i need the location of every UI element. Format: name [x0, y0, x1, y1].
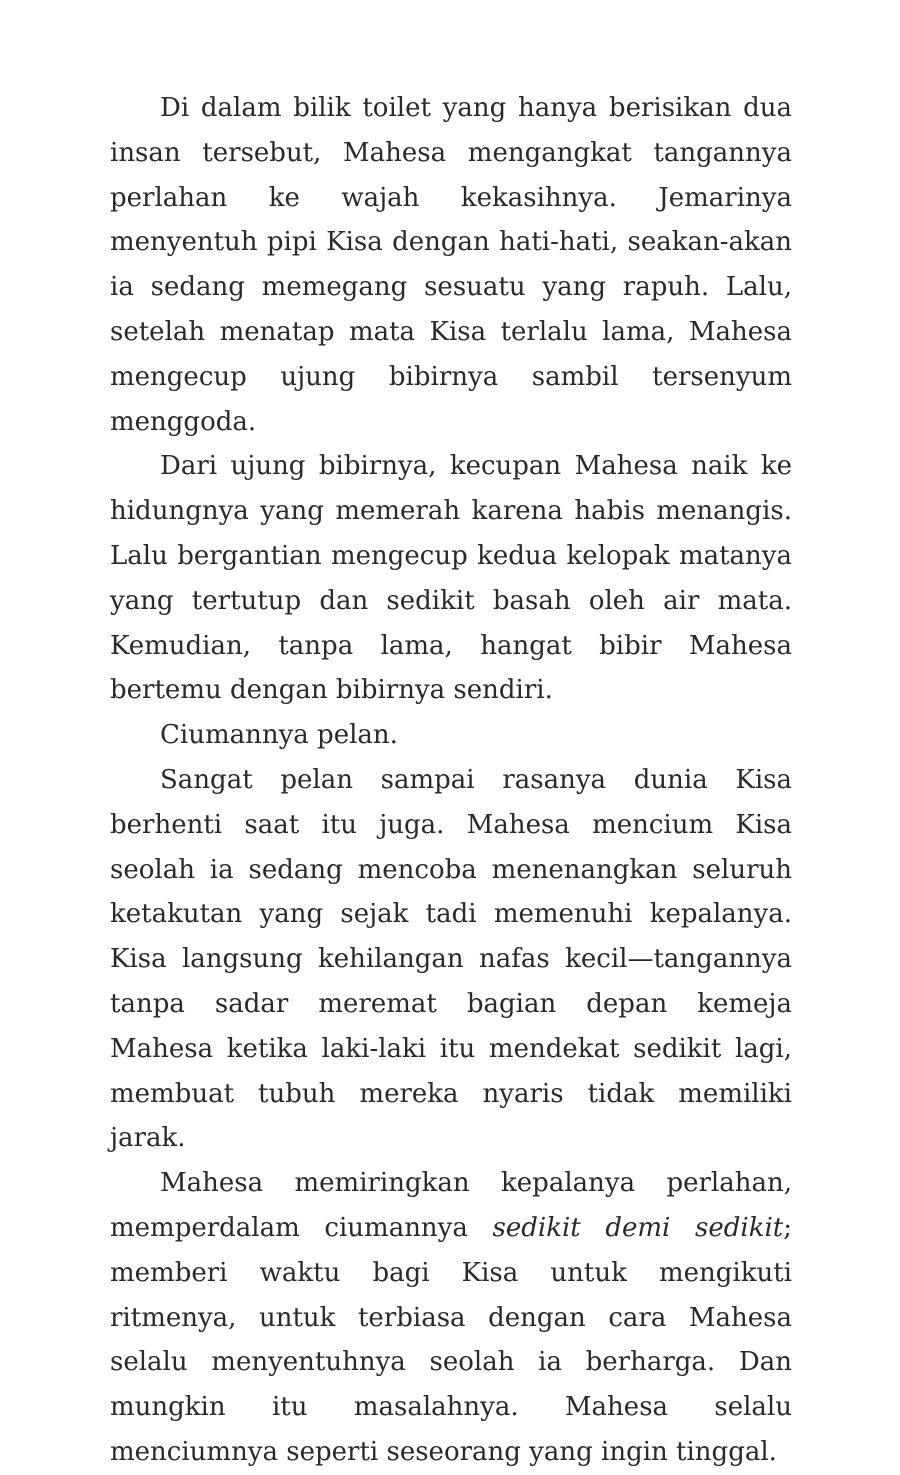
book-page [110, 86, 792, 1475]
paragraph-5-text-before: Mahesa memiringkan kepalanya perlahan, memperdalam ciumannya [110, 1168, 792, 1243]
paragraph-3: Ciumannya pelan. [160, 720, 398, 751]
paragraph-4: Sangat pelan sampai rasanya dunia Kisa berhenti saat itu juga. Mahesa mencium Kisa seolah ia sedang mencoba menenangkan seluruh ketakutan yang sejak tadi memenuhi kepalanya. Kisa langsung kehilangan nafas kecil—tangannya tanpa sadar meremat bagian depan kemeja Mahesa ketika laki-laki itu mendekat sedikit lagi, membuat tubuh mereka nyaris tidak memiliki jarak. [110, 764, 792, 1154]
paragraph-2: Dari ujung bibirnya, kecupan Mahesa naik ke hidungnya yang memerah karena habis menangis. Lalu bergantian mengecup kedua kelopak matanya yang tertutup dan sedikit basah oleh air mata. Kemudian, tanpa lama, hangat bibir Mahesa bertemu dengan bibirnya sendiri. [110, 451, 792, 706]
paragraph-5-text-after: ; memberi waktu bagi Kisa untuk mengikuti ritmenya, untuk terbiasa dengan cara Mahesa selalu menyentuhnya seolah ia berharga. Dan mungkin itu masalahnya. Mahesa selalu menciumnya seperti seseorang yang ingin tinggal. [110, 1212, 792, 1467]
paragraph-5 [110, 1161, 792, 1475]
paragraph-1: Di dalam bilik toilet yang hanya berisikan dua insan tersebut, Mahesa mengangkat tangannya perlahan ke wajah kekasihnya. Jemarinya menyentuh pipi Kisa dengan hati-hati, seakan-akan ia sedang memegang sesuatu yang rapuh. Lalu, setelah menatap mata Kisa terlalu lama, Mahesa mengecup ujung bibirnya sambil tersenyum menggoda. [110, 93, 792, 437]
paragraph-5-italic-phrase: sedikit demi sedikit [492, 1212, 784, 1243]
